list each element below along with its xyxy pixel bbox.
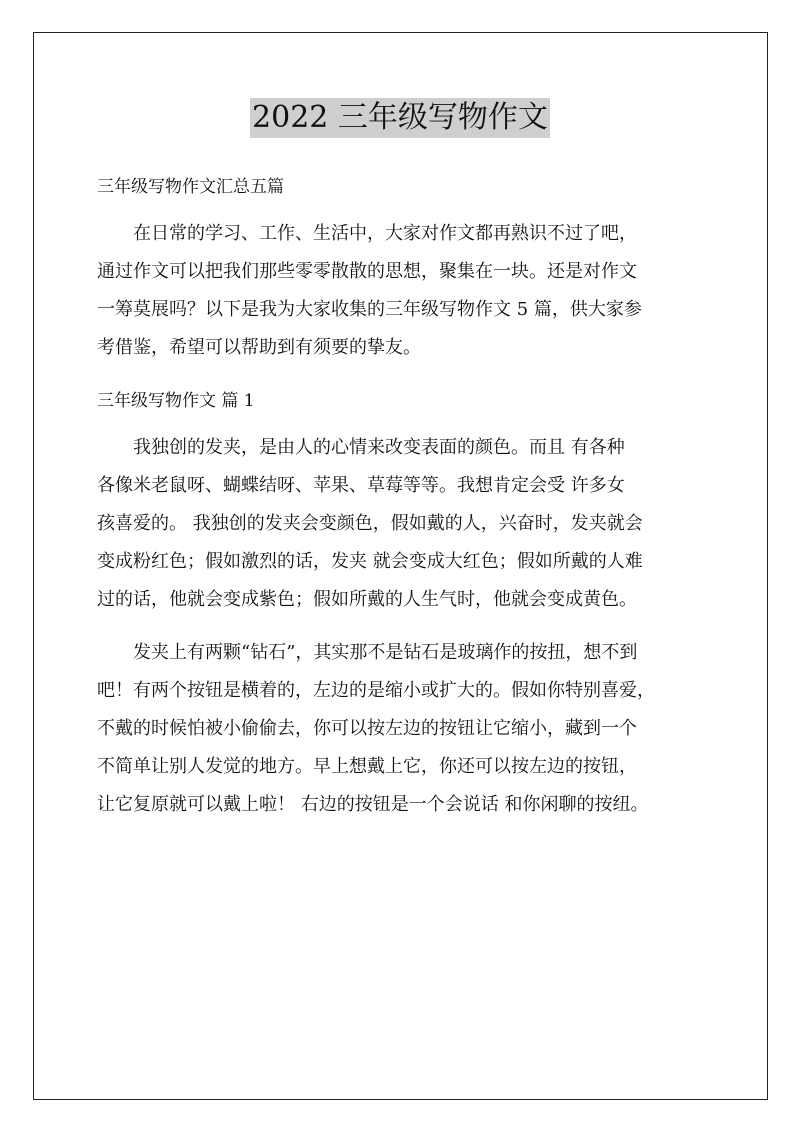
body-paragraph-1 (97, 429, 717, 619)
document-body (97, 168, 717, 839)
text-line: 各像米老鼠呀、蝴蝶结呀、苹果、草莓等等。我想肯定会受 许多女 (97, 475, 625, 496)
text-line: 在日常的学习、工作、生活中，大家对作文都再熟识不过了吧， (133, 223, 637, 244)
text-line: 变成粉红色；假如激烈的话，发夹 就会变成大红色；假如所戴的人难 (97, 551, 643, 572)
document-subtitle: 三年级写物作文汇总五篇 (97, 177, 284, 197)
text-line: 吧！有两个按钮是横着的，左边的是缩小或扩大的。假如你特别喜爱， (97, 680, 655, 701)
document-title: 2022 三年级写物作文 (250, 98, 550, 138)
text-line: 过的话，他就会变成紫色；假如所戴的人生气时，他就会变成黄色。 (97, 589, 637, 610)
text-line: 让它复原就可以戴上啦！ 右边的按钮是一个会说话 和你闲聊的按纽。 (97, 794, 649, 815)
intro-paragraph (97, 215, 717, 367)
body-paragraph-2 (97, 634, 717, 824)
text-line: 不简单让别人发觉的地方。早上想戴上它，你还可以按左边的按钮， (97, 756, 637, 777)
text-line: 一筹莫展吗？以下是我为大家收集的三年级写物作文 5 篇，供大家参 (97, 299, 642, 320)
text-line: 不戴的时候怕被小偷偷去，你可以按左边的按钮让它缩小，藏到一个 (97, 718, 637, 739)
text-line: 发夹上有两颗“钻石”，其实那不是钻石是玻璃作的按扭，想不到 (133, 642, 638, 663)
section-heading: 三年级写物作文 篇 1 (97, 391, 255, 411)
title-container (0, 98, 800, 138)
text-line: 考借鉴，希望可以帮助到有须要的挚友。 (97, 337, 421, 358)
text-line: 孩喜爱的。 我独创的发夹会变颜色，假如戴的人，兴奋时，发夹就会 (97, 513, 643, 534)
text-line: 我独创的发夹，是由人的心情来改变表面的颜色。而且 有各种 (133, 437, 625, 458)
text-line: 通过作文可以把我们那些零零散散的思想，聚集在一块。还是对作文 (97, 261, 637, 282)
